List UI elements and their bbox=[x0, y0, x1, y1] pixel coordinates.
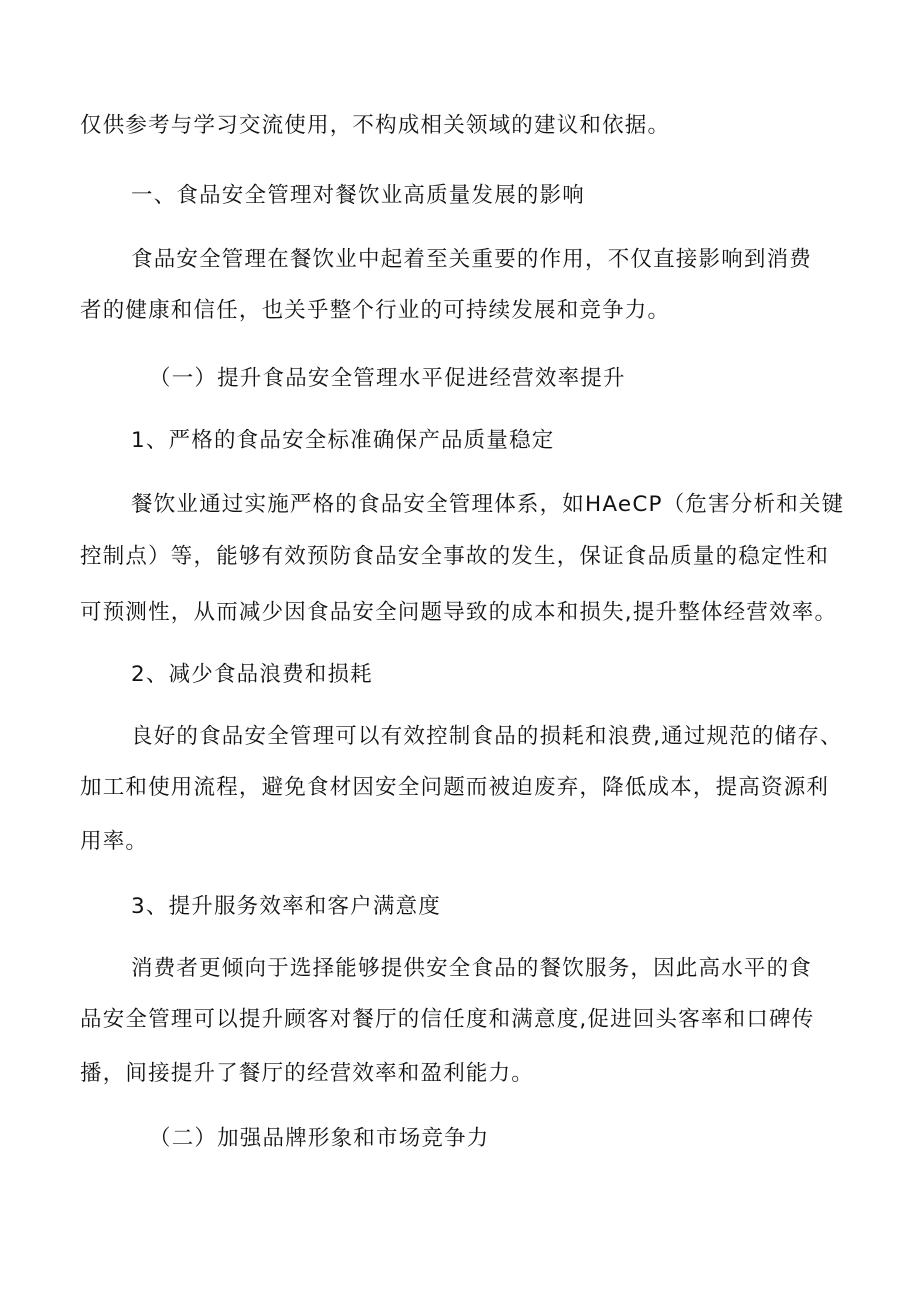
paragraph-line: 用率。 bbox=[80, 829, 149, 854]
paragraph-line: 可预测性，从而减少因食品安全问题导致的成本和损失,提升整体经营效率。 bbox=[80, 600, 838, 625]
paragraph-line: 控制点）等，能够有效预防食品安全事故的发生，保证食品质量的稳定性和 bbox=[80, 544, 830, 569]
paragraph-line: 消费者更倾向于选择能够提供安全食品的餐饮服务，因此高水平的食 bbox=[131, 956, 813, 981]
section-heading-1: 一、食品安全管理对餐饮业高质量发展的影响 bbox=[131, 183, 586, 208]
paragraph-line: 播，间接提升了餐厅的经营效率和盈利能力。 bbox=[80, 1061, 535, 1086]
paragraph-line: 品安全管理可以提升顾客对餐厅的信任度和满意度,促进回头客率和口碑传 bbox=[80, 1007, 815, 1032]
item-heading-3: 3、提升服务效率和客户满意度 bbox=[131, 894, 441, 919]
subsection-heading-1: （一）提升食品安全管理水平促进经营效率提升 bbox=[149, 366, 626, 391]
paragraph-line: 食品安全管理在餐饮业中起着至关重要的作用，不仅直接影响到消费 bbox=[131, 247, 813, 272]
item-heading-1: 1、严格的食品安全标准确保产品质量稳定 bbox=[131, 428, 555, 453]
paragraph-line: 者的健康和信任，也关乎整个行业的可持续发展和竞争力。 bbox=[80, 298, 671, 323]
paragraph-line: 加工和使用流程，避免食材因安全问题而被迫废弃，降低成本，提高资源利 bbox=[80, 775, 830, 800]
subsection-heading-2: （二）加强品牌形象和市场竞争力 bbox=[149, 1126, 490, 1151]
item-heading-2: 2、减少食品浪费和损耗 bbox=[131, 662, 373, 687]
paragraph-line: 良好的食品安全管理可以有效控制食品的损耗和浪费,通过规范的储存、 bbox=[131, 724, 843, 749]
paragraph-line: 餐饮业通过实施严格的食品安全管理体系，如HAeCP（危害分析和关键 bbox=[131, 492, 845, 517]
text-line-disclaimer: 仅供参考与学习交流使用，不构成相关领域的建议和依据。 bbox=[80, 113, 671, 138]
